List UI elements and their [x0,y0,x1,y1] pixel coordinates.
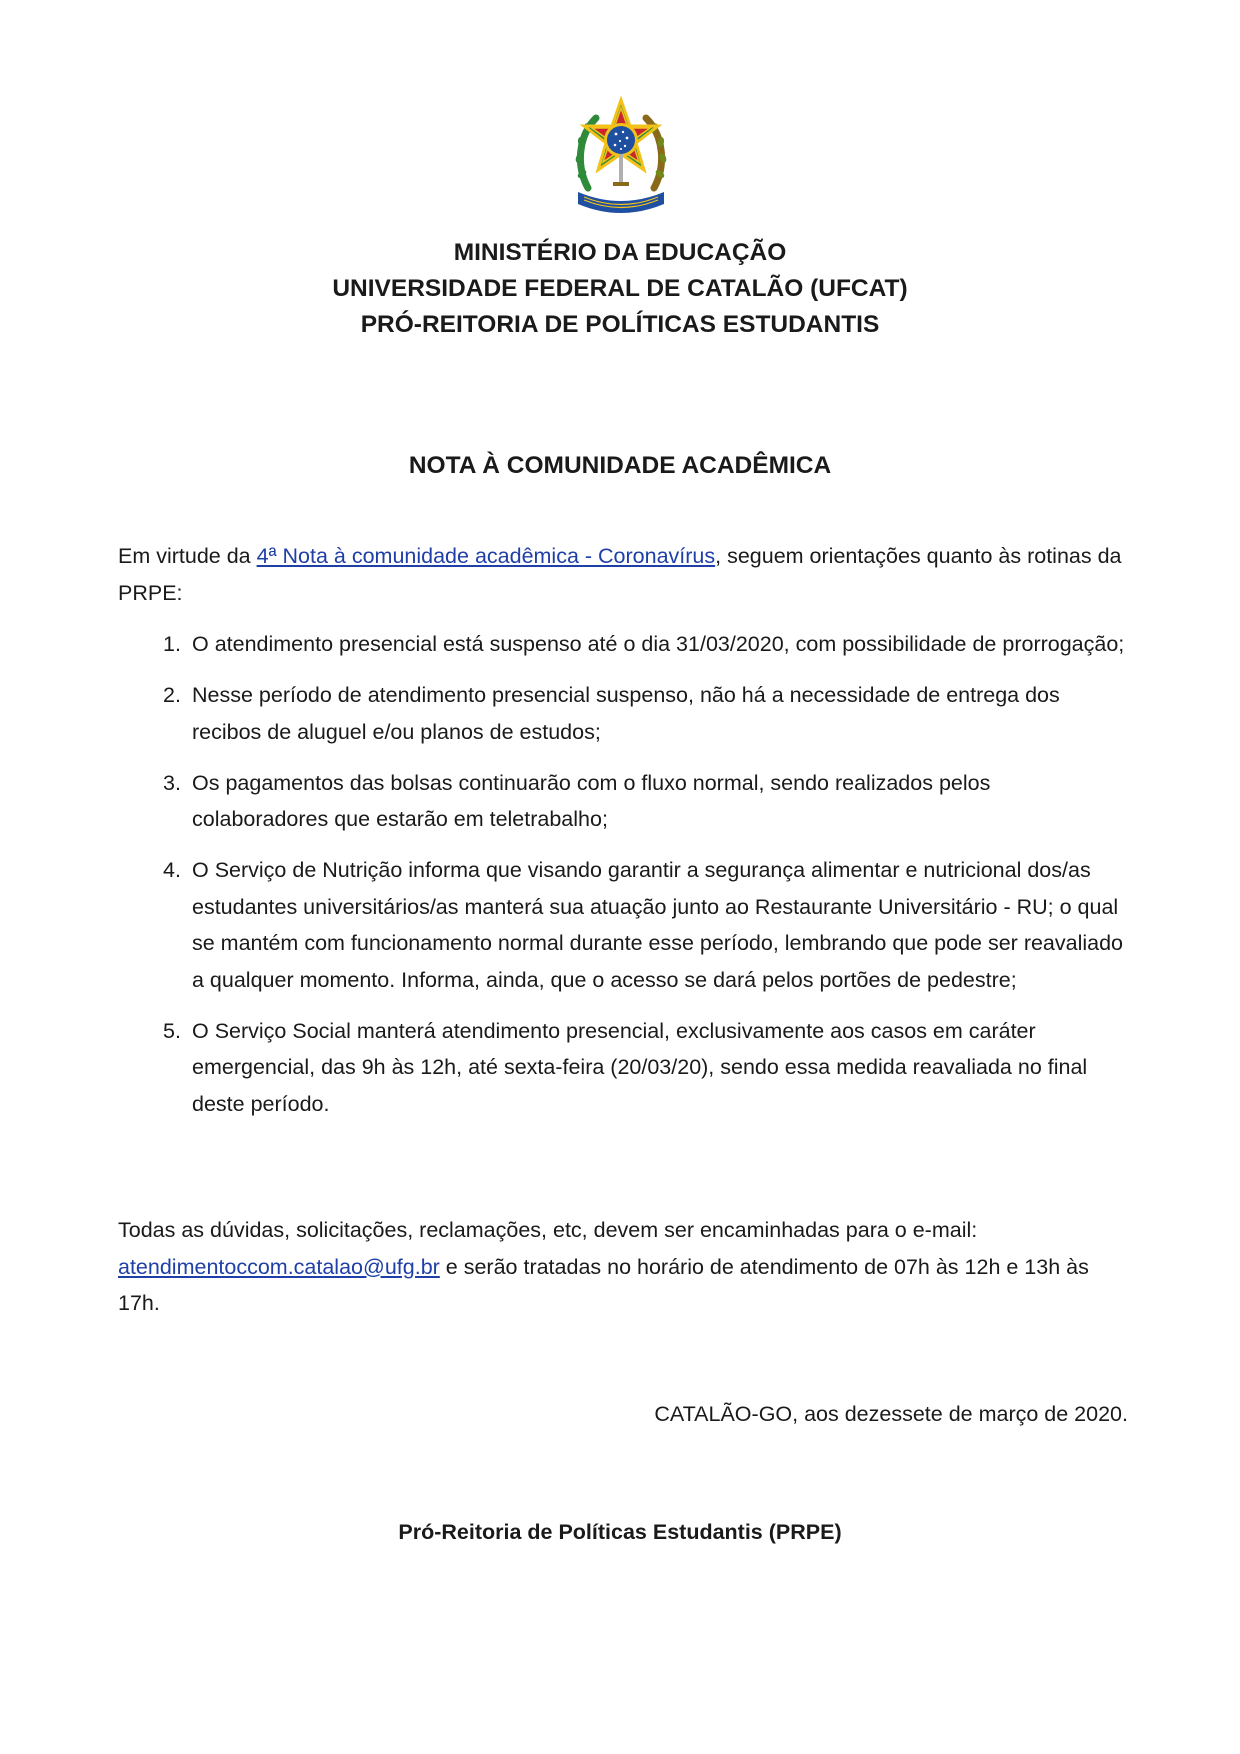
list-item [118,1013,1128,1123]
coronavirus-note-link[interactable]: 4ª Nota à comunidade acadêmica - Coronavírus [256,544,716,568]
list-item-text: Nesse período de atendimento presencial suspenso, não há a necessidade de entrega dos recibos de aluguel e/ou planos de estudos; [192,683,1060,744]
intro-text-after: , seguem orientações quanto às rotinas da PRPE: [118,544,1122,605]
institution-header [0,235,1240,343]
header-university: UNIVERSIDADE FEDERAL DE CATALÃO (UFCAT) [332,275,908,302]
intro-text-before: Em virtude da [118,544,257,568]
list-item [118,852,1128,998]
closing-text-before: Todas as dúvidas, solicitações, reclamações, etc, devem ser encaminhadas para o e-mail: [118,1218,978,1242]
list-item-number: 1. [163,632,181,656]
list-item [118,765,1128,838]
list-item-text: O Serviço de Nutrição informa que visando garantir a segurança alimentar e nutricional dos/as estudantes universitários/as manterá sua atuação junto ao Restaurante Universitário - RU; o qual se mantém com funcionamento normal durante esse período, lembrando que pode ser reavaliado a qualquer momento. Informa, ainda, que o acesso se dará pelos portões de pedestre; [192,858,1124,992]
closing-text-after: e serão tratadas no horário de atendimento de 07h às 12h e 13h às 17h. [118,1254,1089,1315]
guidelines-list [118,626,1128,1137]
document-title: NOTA À COMUNIDADE ACADÊMICA [408,452,832,479]
contact-email-link[interactable]: atendimentoccom.catalao@ufg.br [118,1254,440,1279]
date-line: CATALÃO-GO, aos dezessete de março de 2020. [654,1402,1128,1426]
intro-paragraph [118,538,1128,611]
header-department: PRÓ-REITORIA DE POLÍTICAS ESTUDANTIS [360,311,880,338]
list-item-number: 5. [163,1018,181,1043]
closing-paragraph [118,1212,1128,1322]
signature: Pró-Reitoria de Políticas Estudantis (PRPE) [398,1520,842,1544]
brazil-coat-of-arms-icon [570,96,672,220]
header-ministry: MINISTÉRIO DA EDUCAÇÃO [453,239,787,266]
list-item-number: 2. [163,683,181,707]
list-item [118,626,1128,663]
list-item-text: O atendimento presencial está suspenso até o dia 31/03/2020, com possibilidade de prorrogação; [192,632,1125,656]
list-item-number: 3. [163,770,181,795]
list-item-text: Os pagamentos das bolsas continuarão com o fluxo normal, sendo realizados pelos colaboradores que estarão em teletrabalho; [192,770,991,831]
list-item-number: 4. [163,858,181,882]
list-item-text: O Serviço Social manterá atendimento presencial, exclusivamente aos casos em caráter emergencial, das 9h às 12h, até sexta-feira (20/03/20), sendo essa medida reavaliada no final deste período. [192,1018,1088,1116]
list-item [118,677,1128,750]
